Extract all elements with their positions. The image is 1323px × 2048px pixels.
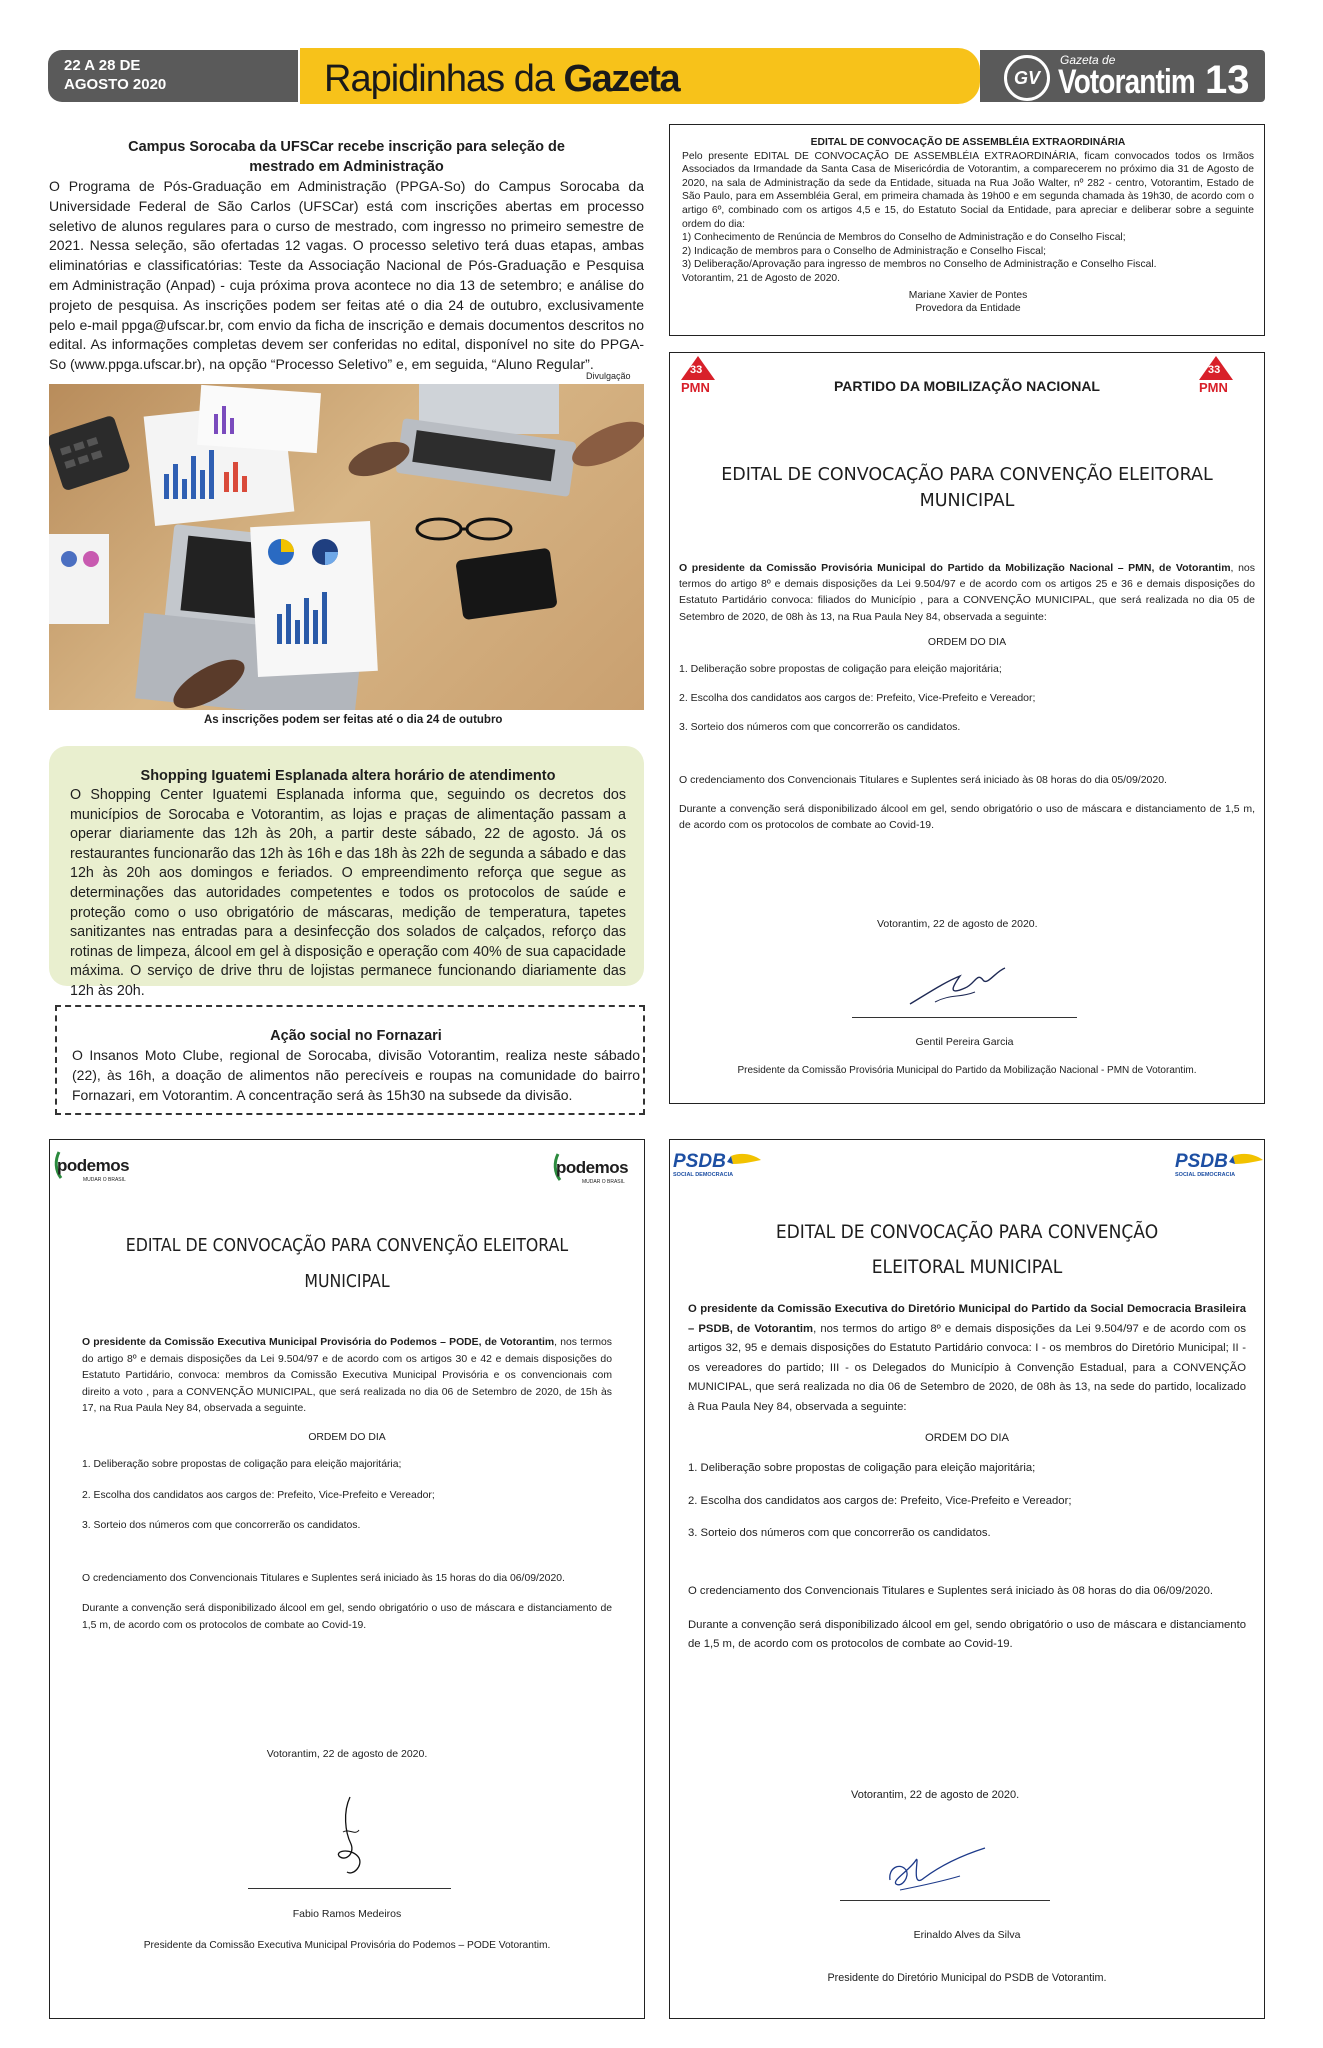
psdb-title bbox=[699, 1215, 1235, 1285]
podemos-logo-right bbox=[552, 1150, 640, 1197]
podemos-logo-text-right: podemos bbox=[556, 1158, 629, 1177]
psdb-logo-sub-left: SOCIAL DEMOCRACIA bbox=[673, 1172, 734, 1178]
psdb-title-line2: ELEITORAL MUNICIPAL bbox=[871, 1256, 1063, 1278]
pmn-intro-rest: , nos termos do artigo 8º e demais disposições da Lei 9.504/97 e de acordo com os artigos 25 e 36 e demais disposições do Estatuto Partidário convoca: filiados do Município , para a CONVENÇÃO MUNICIPAL, que será realizada no dia 05 de Setembro de 2020, de 08h às 13, na Rua Paula Ney 84, observada a seguinte: bbox=[679, 562, 1256, 623]
acao-body: O Insanos Moto Clube, regional de Sorocaba, divisão Votorantim, realiza neste sábado (22), às 16h, a doação de alimentos não perecíveis e roupas na comunidade do bairro Fornazari, em Votorantim. A concentração será às 15h30 na subsede da divisão. bbox=[72, 1047, 640, 1103]
psdb-logo-text-left: PSDB bbox=[673, 1151, 726, 1172]
santa-casa-content bbox=[682, 136, 1254, 316]
santa-casa-body: Pelo presente EDITAL DE CONVOCAÇÃO DE ASSEMBLÉIA EXTRAORDINÁRIA, ficam convocados todos os Irmãos Associados da Irmandade da Santa Casa de Misericórdia de Votorantim, a comparecerem no próximo dia 31 de Agosto de 2020, na sala de Administração da sede da Entidade, situada na Rua João Walter, nº 282 - centro, Votorantim, Estado de São Paulo, para em Assembléia Geral, em primeira chamada às 19h00 e em segunda chamada às 19h30, de acordo com o artigo 6º, combinado com os artigos 4,5 e 15, do Estatuto Social da Entidade, para apreciar e deliberar sobre a seguinte ordem do dia: bbox=[682, 150, 1254, 230]
podemos-item-3: 3. Sorteio dos números com que concorrerão os candidatos. bbox=[82, 1520, 361, 1531]
santa-casa-signer-role: Provedora da Entidade bbox=[915, 303, 1021, 315]
date-line2: AGOSTO 2020 bbox=[64, 76, 167, 93]
psdb-intro-rest: , nos termos do artigo 8º e demais disposições da Lei 9.504/97 e de acordo com os artigos 32, 95 e demais disposições do Estatuto Partidário convoca: I - os membros do Diretório Municipal; II - os vereadores do partido; III - os Delegados do Município à Convenção Estadual, para a CONVENÇÃO MUNICIPAL, que será realizada no dia 06 de Setembro de 2020, de 08h às 13, na sede do partido, localizado à Rua Paula Ney 84, observada a seguinte: bbox=[688, 1322, 1246, 1413]
podemos-signature-icon bbox=[325, 1792, 375, 1882]
santa-casa-item-2: 2) Indicação de membros para o Conselho de Administração e Conselho Fiscal; bbox=[682, 245, 1047, 257]
pmn-logo-text-left: PMN bbox=[681, 380, 710, 395]
ufscar-title-line2: mestrado em Administração bbox=[249, 159, 444, 175]
podemos-signature-line bbox=[248, 1888, 451, 1889]
ufscar-body: O Programa de Pós-Graduação em Administração (PPGA-So) do Campus Sorocaba da Universidade Federal de São Carlos (UFSCar) está com inscrições abertas em processo seletivo de alunos regulares para o curso de mestrado, com ingresso no primeiro semestre de 2021. Nessa seleção, são ofertadas 12 vagas. O processo seletivo terá duas etapas, ambas eliminatórias e classificatórias: Teste da Associação Nacional de Pós-Graduação e Pesquisa em Administração (Anpad) - cuja próxima prova acontece no dia 13 de setembro; e análise do projeto de pesquisa. As inscrições podem ser feitas até o dia 24 de outubro, exclusivamente pelo e-mail ppga@ufscar.br, com envio da ficha de inscrição e demais documentos descritos no edital. As informações completas devem ser conferidas no edital, disponível no site do PPGA-So (www.ppga.ufscar.br), na opção “Processo Seletivo” e, em seguida, “Aluno Regular”. bbox=[49, 178, 644, 373]
photo-credit: Divulgação bbox=[586, 371, 631, 381]
psdb-signature-icon bbox=[880, 1840, 990, 1900]
article-photo bbox=[49, 384, 644, 710]
psdb-logo-sub-right: SOCIAL DEMOCRACIA bbox=[1175, 1172, 1236, 1178]
pmn-logo-number-right: 33 bbox=[1208, 364, 1221, 376]
psdb-intro bbox=[688, 1300, 1246, 1418]
psdb-signer-role: Presidente do Diretório Municipal do PSDB de Votorantim. bbox=[827, 1972, 1107, 1984]
pmn-item-1: 1. Deliberação sobre propostas de coligação para eleição majoritária; bbox=[679, 663, 1002, 676]
page-number: 13 bbox=[1205, 58, 1250, 102]
laptops-desk-illustration bbox=[49, 384, 644, 710]
pmn-ordem: ORDEM DO DIA bbox=[927, 635, 1007, 648]
santa-casa-item-1: 1) Conhecimento de Renúncia de Membros do Conselho de Administração e do Conselho Fiscal; bbox=[682, 232, 1126, 244]
photo-caption: As inscrições podem ser feitas até o dia 24 de outubro bbox=[204, 714, 503, 726]
psdb-alcool: Durante a convenção será disponibilizado álcool em gel, sendo obrigatório o uso de máscara e distanciamento de 1,5 m, de acordo com os protocolos de combate ao Covid-19. bbox=[688, 1618, 1246, 1651]
santa-casa-date: Votorantim, 21 de Agosto de 2020. bbox=[682, 272, 841, 284]
pmn-item-3: 3. Sorteio dos números com que concorrerão os candidatos. bbox=[679, 721, 961, 734]
pmn-title bbox=[669, 462, 1265, 514]
psdb-signer: Erinaldo Alves da Silva bbox=[913, 1929, 1021, 1941]
podemos-signer-role: Presidente da Comissão Executiva Municipal Provisória do Podemos – PODE Votorantim. bbox=[143, 1940, 551, 1951]
psdb-logo-right bbox=[1173, 1150, 1265, 1189]
podemos-ordem: ORDEM DO DIA bbox=[308, 1431, 386, 1443]
podemos-title bbox=[79, 1228, 615, 1300]
pmn-intro bbox=[679, 560, 1255, 625]
gv-logo: GV bbox=[1004, 55, 1050, 101]
shopping-body: O Shopping Center Iguatemi Esplanada informa que, seguindo os decretos dos municípios de Sorocaba e Votorantim, as lojas e praças de alimentação passam a operar diariamente das 12h às 20h, a partir deste sábado, 22 de agosto. Já os restaurantes funcionarão das 12h às 16h e das 18h às 22h de segunda a sábado e das 12h às 20h aos domingos e feriados. O empreendimento reforça que segue as determinações das autoridades competentes e todos os protocolos de saúde e proteção como o uso obrigatório de máscaras, medição de temperatura, tapetes sanitizantes nas entradas para a desinfecção dos solados de calçados, reforço das rotinas de limpeza, álcool em gel à disposição e operação com 40% de sua capacidade máxima. O serviço de drive thru de lojistas permanece funcionando diariamente das 12h às 20h. bbox=[70, 787, 626, 999]
acao-social-article bbox=[72, 1026, 640, 1105]
pmn-body bbox=[679, 560, 1255, 833]
podemos-logo-sub-left: MUDAR O BRASIL bbox=[83, 1177, 126, 1183]
masthead-name: Votorantim bbox=[1058, 63, 1195, 101]
podemos-title-line1: EDITAL DE CONVOCAÇÃO PARA CONVENÇÃO ELEITORAL bbox=[125, 1236, 569, 1256]
santa-casa-item-3: 3) Deliberação/Aprovação para ingresso de membros no Conselho de Administração e Conselho Fiscal. bbox=[682, 259, 1157, 271]
psdb-signature-line bbox=[840, 1900, 1050, 1901]
podemos-logo-text-left: podemos bbox=[57, 1156, 130, 1175]
psdb-intro-bold: O presidente da Comissão Executiva do Diretório Municipal do Partido da Social Democracia Brasileira – PSDB, de Votorantim bbox=[688, 1303, 1246, 1335]
pmn-title-line2: MUNICIPAL bbox=[919, 491, 1015, 511]
podemos-intro-rest: , nos termos do artigo 8º e demais disposições da Lei 9.504/97 e de acordo com os artigos 30 e 42 e demais disposições do Estatuto Partidário, convoca: membros da Comissão Executiva Municipal Provisória e os convencionais com direito a voto , para a CONVENÇÃO MUNICIPAL, que será realizada no dia 06 de Setembro de 2020, de 15h às 17, na Rua Paula Ney 84, observada a seguinte. bbox=[82, 1337, 612, 1414]
pmn-signer: Gentil Pereira Garcia bbox=[915, 1036, 1014, 1048]
podemos-intro bbox=[82, 1335, 612, 1418]
pmn-item-2: 2. Escolha dos candidatos aos cargos de: Prefeito, Vice-Prefeito e Vereador; bbox=[679, 692, 1036, 705]
pmn-date: Votorantim, 22 de agosto de 2020. bbox=[877, 918, 1038, 930]
podemos-date: Votorantim, 22 de agosto de 2020. bbox=[266, 1748, 428, 1760]
edition-date bbox=[48, 50, 298, 102]
podemos-alcool: Durante a convenção será disponibilizado álcool em gel, sendo obrigatório o uso de máscara e distanciamento de 1,5 m, de acordo com os protocolos de combate ao Covid-19. bbox=[82, 1603, 612, 1631]
shopping-title: Shopping Iguatemi Esplanada altera horário de atendimento bbox=[140, 768, 556, 784]
santa-casa-signer: Mariane Xavier de Pontes bbox=[908, 289, 1028, 301]
masthead-small: Gazeta de bbox=[1060, 53, 1116, 67]
pmn-signer-role: Presidente da Comissão Provisória Municipal do Partido da Mobilização Nacional - PMN de Votorantim. bbox=[737, 1065, 1197, 1076]
podemos-title-line2: MUNICIPAL bbox=[304, 1272, 390, 1292]
psdb-credenciamento: O credenciamento dos Convencionais Titulares e Suplentes será iniciado às 08 horas do dia 06/09/2020. bbox=[688, 1584, 1214, 1597]
podemos-item-1: 1. Deliberação sobre propostas de coligação para eleição majoritária; bbox=[82, 1459, 402, 1470]
section-title bbox=[300, 48, 980, 104]
psdb-item-2: 2. Escolha dos candidatos aos cargos de: Prefeito, Vice-Prefeito e Vereador; bbox=[688, 1494, 1072, 1507]
psdb-item-3: 3. Sorteio dos números com que concorrerão os candidatos. bbox=[688, 1527, 991, 1540]
pmn-title-line1: EDITAL DE CONVOCAÇÃO PARA CONVENÇÃO ELEITORAL bbox=[721, 465, 1213, 485]
pmn-party-name: PARTIDO DA MOBILIZAÇÃO NACIONAL bbox=[834, 378, 1100, 394]
podemos-logo-left bbox=[53, 1148, 141, 1195]
ufscar-title-line1: Campus Sorocaba da UFSCar recebe inscrição para seleção de bbox=[128, 139, 565, 155]
psdb-title-line1: EDITAL DE CONVOCAÇÃO PARA CONVENÇÃO bbox=[775, 1221, 1159, 1243]
ufscar-article bbox=[49, 137, 644, 375]
podemos-body bbox=[82, 1335, 612, 1634]
psdb-ordem: ORDEM DO DIA bbox=[924, 1431, 1010, 1444]
pmn-logo-text-right: PMN bbox=[1199, 380, 1228, 395]
acao-title: Ação social no Fornazari bbox=[270, 1028, 442, 1044]
podemos-credenciamento: O credenciamento dos Convencionais Titulares e Suplentes será iniciado às 15 horas do dia 06/09/2020. bbox=[82, 1572, 565, 1584]
santa-casa-title: EDITAL DE CONVOCAÇÃO DE ASSEMBLÉIA EXTRAORDINÁRIA bbox=[810, 137, 1126, 148]
section-title-bold: Gazeta bbox=[563, 58, 680, 100]
psdb-logo-text-right: PSDB bbox=[1175, 1151, 1228, 1172]
shopping-article bbox=[70, 766, 626, 1002]
pmn-logo-number-left: 33 bbox=[690, 364, 703, 376]
podemos-signer: Fabio Ramos Medeiros bbox=[292, 1908, 402, 1920]
date-line1: 22 A 28 DE bbox=[64, 57, 141, 74]
psdb-logo-left bbox=[671, 1150, 763, 1189]
psdb-date: Votorantim, 22 de agosto de 2020. bbox=[851, 1789, 1020, 1801]
section-title-light: Rapidinhas da bbox=[324, 58, 564, 100]
psdb-body bbox=[688, 1300, 1246, 1655]
podemos-intro-bold: O presidente da Comissão Executiva Municipal Provisória do Podemos – PODE, de Votorantim bbox=[82, 1337, 555, 1348]
podemos-item-2: 2. Escolha dos candidatos aos cargos de: Prefeito, Vice-Prefeito e Vereador; bbox=[82, 1489, 435, 1501]
pmn-alcool: Durante a convenção será disponibilizado álcool em gel, sendo obrigatório o uso de máscara e distanciamento de 1,5 m, de acordo com os protocolos de combate ao Covid-19. bbox=[679, 802, 1255, 832]
pmn-credenciamento: O credenciamento dos Convencionais Titulares e Suplentes será iniciado às 08 horas do dia 05/09/2020. bbox=[679, 773, 1167, 786]
pmn-signature-line bbox=[852, 1017, 1077, 1018]
pmn-signature-icon bbox=[905, 962, 1015, 1012]
podemos-logo-sub-right: MUDAR O BRASIL bbox=[582, 1179, 625, 1185]
psdb-item-1: 1. Deliberação sobre propostas de coligação para eleição majoritária; bbox=[688, 1462, 1036, 1475]
pmn-intro-bold: O presidente da Comissão Provisória Municipal do Partido da Mobilização Nacional – PMN, de Votorantim bbox=[679, 562, 1231, 574]
